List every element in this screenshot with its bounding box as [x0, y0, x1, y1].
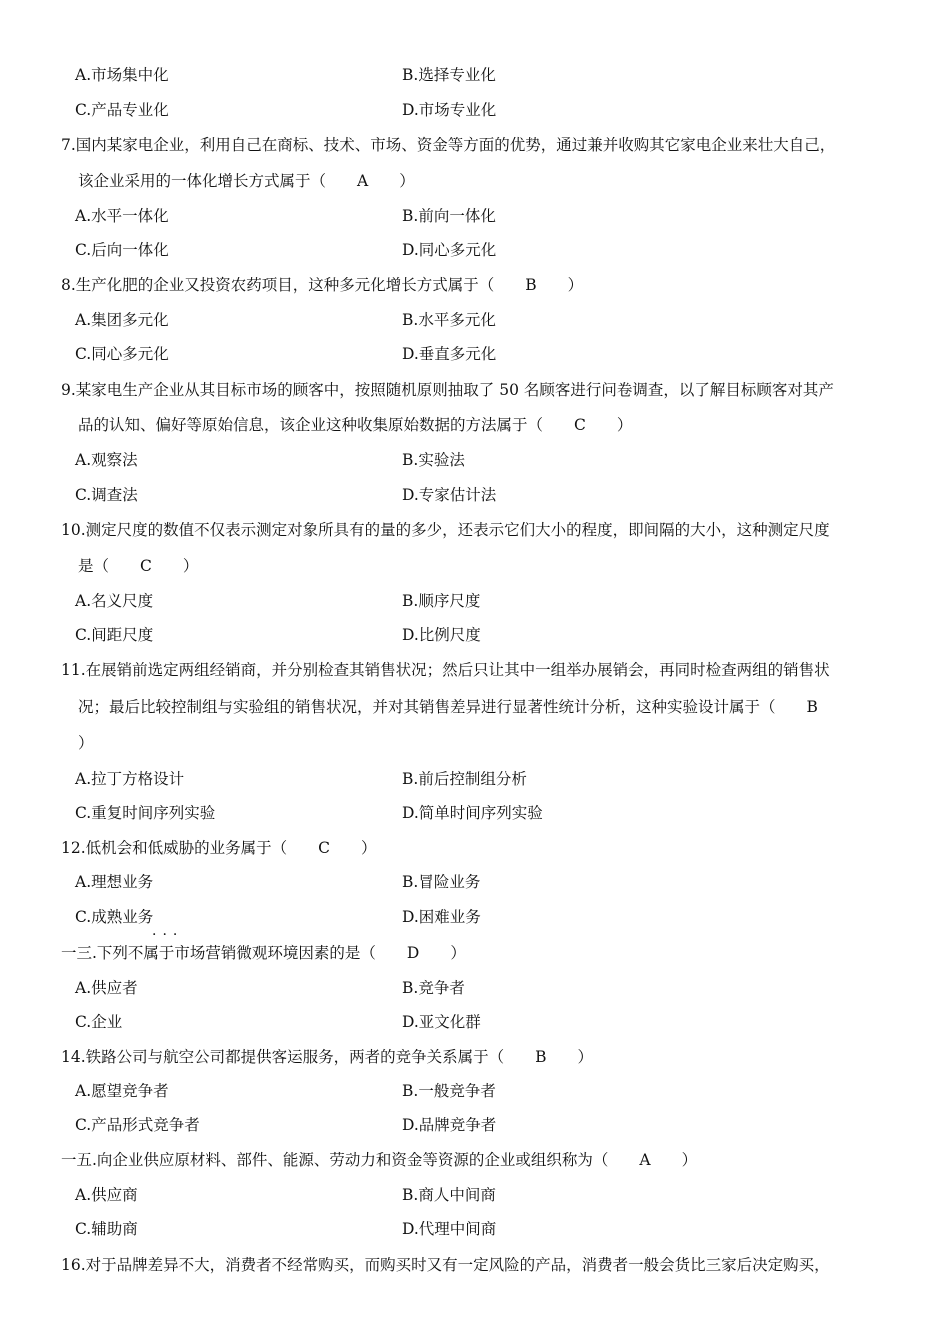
q11-option-c: C.重复时间序列实验 [75, 804, 216, 822]
q10-option-c: C.间距尺度 [75, 626, 154, 644]
q7-stem-line2: 该企业采用的一体化增长方式属于（ A ） [78, 172, 415, 190]
q11-stem-line1: 11.在展销前选定两组经销商，并分别检查其销售状况；然后只让其中一组举办展销会，再同时检查两组的销售状 [61, 661, 830, 679]
q7-option-b: B.前向一体化 [402, 207, 496, 225]
q6-option-a: A.市场集中化 [75, 66, 169, 84]
q12-option-a: A.理想业务 [75, 873, 154, 891]
q11-option-d: D.简单时间序列实验 [402, 804, 543, 822]
q13-stem-line1: 一三.下列不属于市场营销微观环境因素的是（ D ） [61, 944, 466, 962]
q7-option-c: C.后向一体化 [75, 241, 169, 259]
q7-option-a: A.水平一体化 [75, 207, 169, 225]
q8-option-d: D.垂直多元化 [402, 345, 497, 363]
q13-option-a: A.供应者 [75, 979, 138, 997]
q16-stem-line1: 16.对于品牌差异不大，消费者不经常购买，而购买时又有一定风险的产品，消费者一般会货比三家后决定购买， [61, 1256, 830, 1274]
q13-option-d: D.亚文化群 [402, 1013, 481, 1031]
q9-option-c: C.调查法 [75, 486, 138, 504]
q11-option-b: B.前后控制组分析 [402, 770, 527, 788]
q10-stem-line1: 10.测定尺度的数值不仅表示测定对象所具有的量的多少，还表示它们大小的程度，即间隔的大小，这种测定尺度 [61, 521, 830, 539]
q6-option-b: B.选择专业化 [402, 66, 496, 84]
q14-option-d: D.品牌竞争者 [402, 1116, 497, 1134]
q9-option-a: A.观察法 [75, 451, 138, 469]
q10-option-a: A.名义尺度 [75, 592, 154, 610]
q7-stem-line1: 7.国内某家电企业，利用自己在商标、技术、市场、资金等方面的优势，通过兼并收购其它家电企业来壮大自己， [61, 136, 836, 154]
q8-option-b: B.水平多元化 [402, 311, 496, 329]
q12-option-d: D.困难业务 [402, 908, 481, 926]
q9-option-b: B.实验法 [402, 451, 465, 469]
emphasis-dots: ··· [152, 927, 184, 943]
q9-stem-line1: 9.某家电生产企业从其目标市场的顾客中，按照随机原则抽取了 50 名顾客进行问卷调查，以了解目标顾客对其产 [61, 381, 834, 399]
q13-option-c: C.企业 [75, 1013, 123, 1031]
q15-stem-line1: 一五.向企业供应原材料、部件、能源、劳动力和资金等资源的企业或组织称为（ A ） [61, 1151, 698, 1169]
q14-option-c: C.产品形式竞争者 [75, 1116, 200, 1134]
q15-option-a: A.供应商 [75, 1186, 138, 1204]
q8-option-a: A.集团多元化 [75, 311, 169, 329]
q10-option-d: D.比例尺度 [402, 626, 481, 644]
q14-option-a: A.愿望竞争者 [75, 1082, 169, 1100]
q12-option-b: B.冒险业务 [402, 873, 481, 891]
q13-option-b: B.竞争者 [402, 979, 465, 997]
q15-option-b: B.商人中间商 [402, 1186, 496, 1204]
q11-option-a: A.拉丁方格设计 [75, 770, 185, 788]
q8-stem-line1: 8.生产化肥的企业又投资农药项目，这种多元化增长方式属于（ B ） [61, 276, 584, 294]
q11-stem-line2: 况；最后比较控制组与实验组的销售状况，并对其销售差异进行显著性统计分析，这种实验设计属于（ B [78, 698, 818, 716]
q14-option-b: B.一般竞争者 [402, 1082, 496, 1100]
q9-option-d: D.专家估计法 [402, 486, 497, 504]
q9-stem-line2: 品的认知、偏好等原始信息，该企业这种收集原始数据的方法属于（ C ） [78, 416, 633, 434]
q14-stem-line1: 14.铁路公司与航空公司都提供客运服务，两者的竞争关系属于（ B ） [61, 1048, 594, 1066]
q15-option-c: C.辅助商 [75, 1220, 138, 1238]
q10-option-b: B.顺序尺度 [402, 592, 481, 610]
q15-option-d: D.代理中间商 [402, 1220, 497, 1238]
q8-option-c: C.同心多元化 [75, 345, 169, 363]
q11-stem-line3: ） [78, 734, 94, 752]
q10-stem-line2: 是（ C ） [78, 557, 199, 575]
q7-option-d: D.同心多元化 [402, 241, 497, 259]
q6-option-d: D.市场专业化 [402, 101, 497, 119]
q12-stem-line1: 12.低机会和低威胁的业务属于（ C ） [61, 839, 377, 857]
q6-option-c: C.产品专业化 [75, 101, 169, 119]
q12-option-c: C.成熟业务 [75, 908, 154, 926]
